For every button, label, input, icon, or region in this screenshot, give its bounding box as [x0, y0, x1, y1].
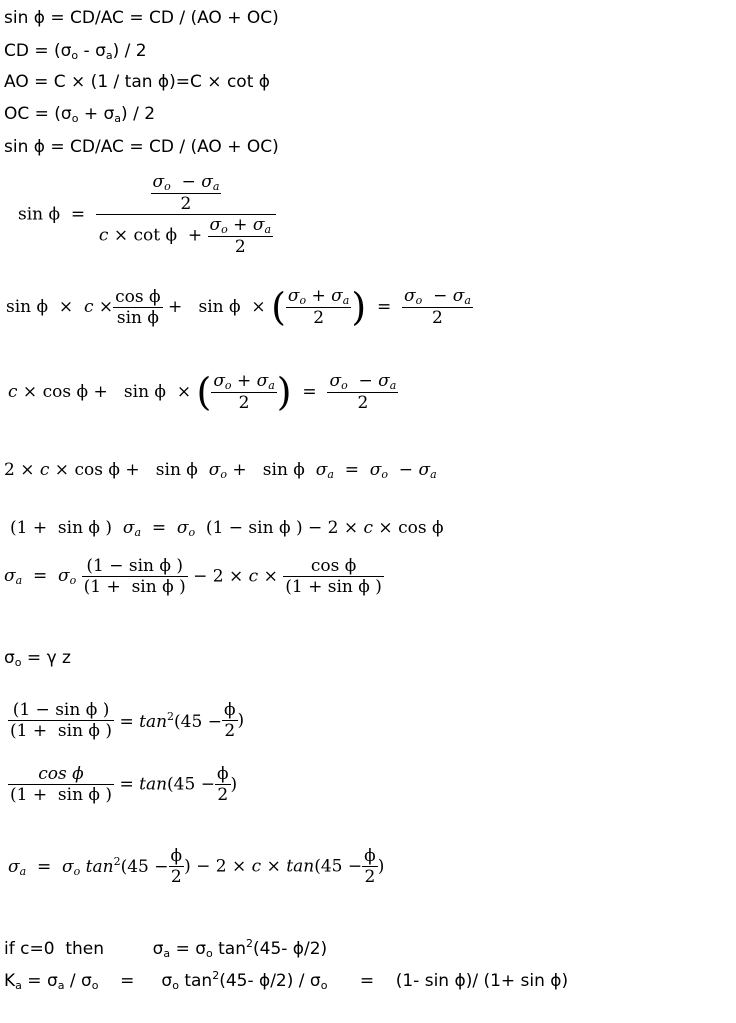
eq-sin-phi-fraction: sin ϕ = $\frac{\sigma_o - \sigma_a}{2}$ c × cot ϕ + $\frac{\sigma_o + \sigma_a}{2}$ — [18, 172, 276, 257]
eq-sin-phi-def: sin ϕ = CD/AC = CD / (AO + OC) — [4, 8, 279, 28]
eq-identity-tan-squared: $\frac{\text{(1 − sin ϕ )}}{\text{(1 + sin ϕ )}}$ = $\tan^2(45$ − $\frac{\phi}{2}$ ) — [10, 700, 245, 741]
eq-sigma-a-solved: $\sigma_a = \sigma_o$ $\frac{\text{(1 − sin ϕ )}}{\text{(1 + sin ϕ )}}$ − 2 × c × $\frac{\text{cos ϕ}}{\text{(1 + sin ϕ )}}$ — [4, 556, 382, 597]
eq-sigma-o-gamma-z: $\sigma_o = \gamma$ z — [4, 648, 71, 669]
eq-identity-tan: $\frac{\text{cos ϕ}}{\text{(1 + sin ϕ )}}$ = tan(45 − $\frac{\phi}{2}$ ) — [10, 764, 238, 805]
eq-sin-phi-def-repeat: sin ϕ = CD/AC = CD / (AO + OC) — [4, 137, 279, 157]
eq-expanded-1: sin ϕ × c × $\frac{\text{cos ϕ}}{\text{sin ϕ}}$ + sin ϕ × ( $\frac{\sigma_o + \sigma_a}{2}$ ) = $\frac{\sigma_o - \sigma_a}{2}$ — [6, 285, 471, 329]
eq-cd-def: CD = $(\sigma_o - \sigma_a) / 2$ — [4, 41, 147, 62]
eq-sigma-a-final: $\sigma_a = \sigma_o$ $\tan^2(45$ − $\frac{\phi}{2}$ ) − 2 × c × tan(45 − $\frac{\phi}{2}$ ) — [8, 846, 385, 887]
eq-multiplied: 2 × c × cos ϕ + sin ϕ $\sigma_o + \sin \phi$ $\sigma_a = \sigma_o - \sigma_a$ — [4, 460, 437, 481]
eq-collected: (1 + sin ϕ ) $\sigma_a = \sigma_o$ (1 − sin ϕ ) − 2 × c × cos ϕ — [10, 518, 444, 539]
eq-oc-def: OC = $(\sigma_o + \sigma_a) / 2$ — [4, 104, 156, 125]
eq-ka-coefficient: $K_a = \sigma_a / \sigma_o$ = $\sigma_o$ $\tan^2(45-$ $\phi/2) / \sigma_o$ = (1- sin ϕ)/ (1+ sin ϕ) — [4, 969, 569, 992]
eq-ao-def: AO = C × (1 / tan ϕ)=C × cot ϕ — [4, 72, 270, 92]
eq-expanded-2: c × cos ϕ + sin ϕ × ( $\frac{\sigma_o + \sigma_a}{2}$ ) = $\frac{\sigma_o - \sigma_a}{2}$ — [8, 370, 397, 414]
eq-if-c-zero: if c=0 then $\sigma_a = \sigma_o$ $\tan^2(45-$ ϕ/2) — [4, 937, 328, 960]
